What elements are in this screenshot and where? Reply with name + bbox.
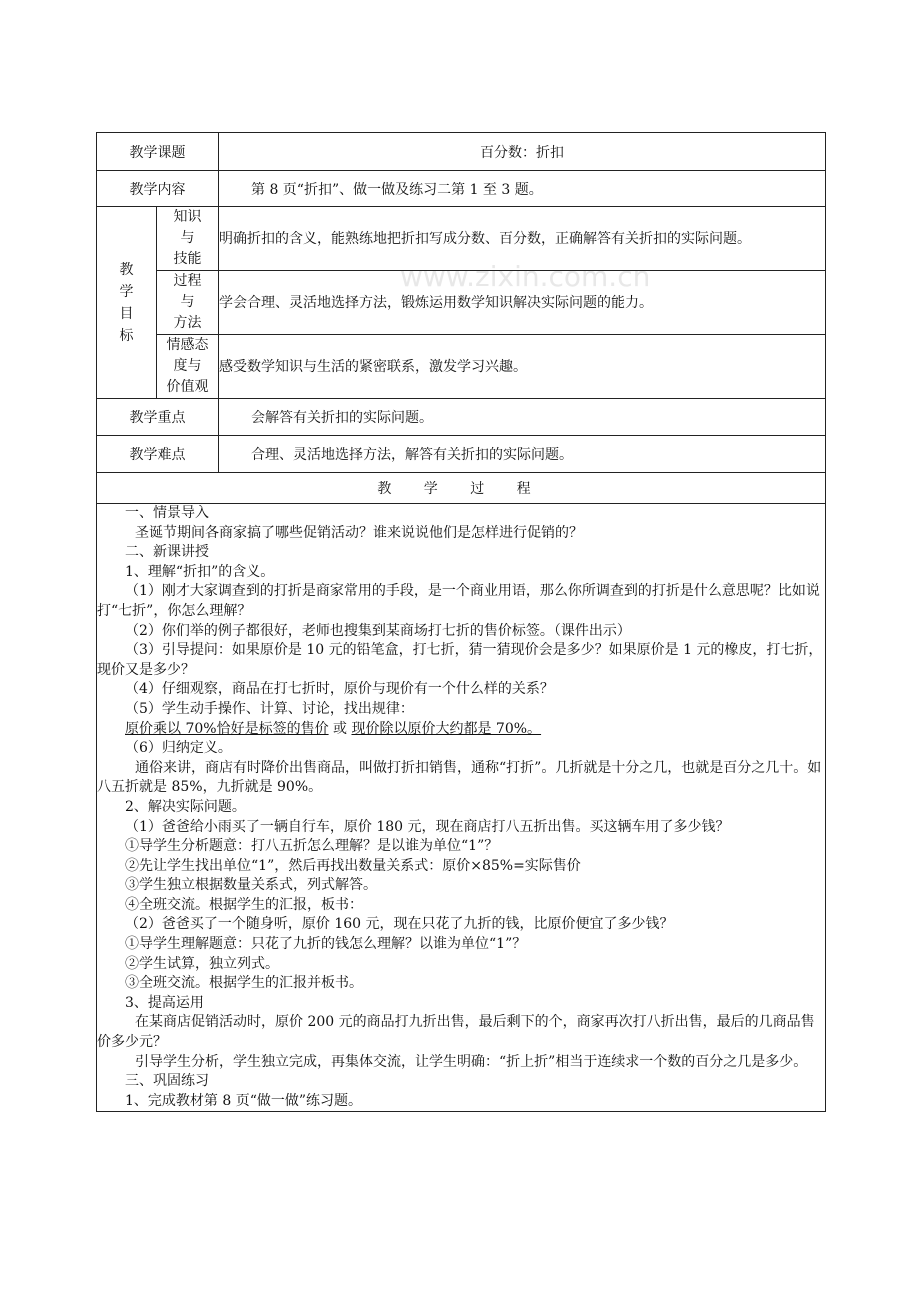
content-value xyxy=(219,171,826,207)
goals-label xyxy=(97,207,157,399)
goal-sub-line: 价值观 xyxy=(166,379,209,395)
content-label: 教学内容 xyxy=(97,171,219,207)
process-line: 三、巩固练习 xyxy=(125,1073,209,1090)
goal-row-knowledge xyxy=(97,207,826,271)
key-point-text: 会解答有关折扣的实际问题。 xyxy=(251,410,433,426)
process-line: （5）学生动手操作、计算、讨论，找出规律： xyxy=(125,700,414,717)
lesson-plan-table xyxy=(96,132,826,1112)
key-point-label: 教学重点 xyxy=(97,399,219,436)
process-line: （1）刚才大家调查到的打折是商家常用的手段，是一个商业用语，那么你所调查到的打折是什么意思呢？比如说打“七折”，你怎么理解？ xyxy=(97,583,820,619)
process-line: ②先让学生找出单位“1”，然后再找出数量关系式：原价×85%=实际售价 xyxy=(125,857,581,874)
process-line: （1）爸爸给小雨买了一辆自行车，原价 180 元，现在商店打八五折出售。买这辆车用了多少钱？ xyxy=(125,818,730,835)
goal-sub-line: 知识 xyxy=(173,209,202,225)
goal-sub-line: 度与 xyxy=(173,358,202,374)
process-line: （4）仔细观察，商品在打七折时，原价与现价有一个什么样的关系？ xyxy=(125,681,554,698)
goal-sub-line: 情感态 xyxy=(166,337,209,353)
process-line: ①导学生分析题意：打八五折怎么理解？是以谁为单位“1”？ xyxy=(125,838,499,855)
goal-sub-label xyxy=(157,335,219,399)
goal-text: 明确折扣的含义，能熟练地把折扣写成分数、百分数，正确解答有关折扣的实际问题。 xyxy=(219,207,826,271)
key-point-row xyxy=(97,399,826,436)
goals-label-char: 教 xyxy=(119,261,134,278)
process-line: 圣诞节期间各商家搞了哪些促销活动？谁来说说他们是怎样进行促销的？ xyxy=(135,524,583,541)
process-line: 引导学生分析，学生独立完成，再集体交流，让学生明确：“折上折”相当于连续求一个数的百分之几是多少。 xyxy=(135,1053,808,1070)
process-line: 3、提高运用 xyxy=(125,994,204,1011)
difficulty-row xyxy=(97,436,826,473)
goal-sub-line: 技能 xyxy=(173,251,202,267)
process-heading-row xyxy=(97,473,826,504)
goal-sub-label xyxy=(157,207,219,271)
process-line: ③学生独立根据数量关系式，列式解答。 xyxy=(125,877,377,894)
goal-row-attitude xyxy=(97,335,826,399)
key-point-value xyxy=(219,399,826,436)
rule-text-a: 原价乘以 70%恰好是标签的售价 xyxy=(125,720,329,737)
process-line: 1、完成教材第 8 页“做一做”练习题。 xyxy=(125,1092,363,1109)
watermark: www.zixin.com.cn xyxy=(400,260,651,293)
process-line: 二、新课讲授 xyxy=(125,544,209,561)
process-line: 一、情景导入 xyxy=(125,505,209,521)
process-line: 1、理解“折扣”的含义。 xyxy=(125,563,275,580)
goal-sub-line: 方法 xyxy=(173,315,202,331)
process-line: （2）你们举的例子都很好，老师也搜集到某商场打七折的售价标签。（课件出示） xyxy=(125,622,631,639)
difficulty-text: 合理、灵活地选择方法，解答有关折扣的实际问题。 xyxy=(251,447,573,463)
goal-sub-line: 与 xyxy=(180,230,195,246)
rule-text-b: 现价除以原价大约都是 70%。 xyxy=(351,720,542,737)
topic-value: 百分数：折扣 xyxy=(219,133,826,171)
rule-or: 或 xyxy=(328,720,352,737)
goal-text: 学会合理、灵活地选择方法，锻炼运用数学知识解决实际问题的能力。 xyxy=(219,271,826,335)
process-line: ④全班交流。根据学生的汇报，板书： xyxy=(125,896,363,913)
process-line: ②学生试算，独立列式。 xyxy=(125,955,279,972)
process-line xyxy=(97,720,825,740)
goal-sub-line: 与 xyxy=(180,294,195,310)
process-lines xyxy=(97,504,825,1111)
process-line: （2）爸爸买了一个随身听，原价 160 元，现在只花了九折的钱，比原价便宜了多少钱？ xyxy=(125,916,674,933)
process-line: 通俗来讲，商店有时降价出售商品，叫做打折扣销售，通称“打折”。几折就是十分之几，也就是百分之几十。如八五折就是 85%，九折就是 90%。 xyxy=(97,759,822,796)
goal-sub-label xyxy=(157,271,219,335)
process-line: 在某商店促销活动时，原价 200 元的商品打九折出售，最后剩下的个，商家再次打八折出售，最后的几商品售价多少元？ xyxy=(97,1014,815,1051)
process-line: （6）归纳定义。 xyxy=(125,740,232,757)
process-body xyxy=(97,504,826,1112)
content-value-text: 第 8 页“折扣”、做一做及练习二第 1 至 3 题。 xyxy=(251,181,543,198)
goals-label-char: 学 xyxy=(119,283,134,300)
process-line: 2、解决实际问题。 xyxy=(125,798,246,815)
topic-label: 教学课题 xyxy=(97,133,219,171)
topic-row xyxy=(97,133,826,171)
content-row xyxy=(97,171,826,207)
process-heading: 教 学 过 程 xyxy=(97,473,826,504)
process-line: ①导学生理解题意：只花了九折的钱怎么理解？以谁为单位“1”？ xyxy=(125,936,527,953)
goal-text: 感受数学知识与生活的紧密联系，激发学习兴趣。 xyxy=(219,335,826,399)
goal-sub-line: 过程 xyxy=(173,273,202,289)
goals-label-char: 标 xyxy=(119,327,134,344)
process-body-row xyxy=(97,504,826,1112)
goals-label-char: 目 xyxy=(119,305,134,322)
process-line: ③全班交流。根据学生的汇报并板书。 xyxy=(125,975,363,992)
difficulty-label: 教学难点 xyxy=(97,436,219,473)
difficulty-value xyxy=(219,436,826,473)
goal-row-process xyxy=(97,271,826,335)
process-line: （3）引导提问：如果原价是 10 元的铅笔盒，打七折，猜一猜现价会是多少？如果原价是 1 元的橡皮，打七折，现价又是多少？ xyxy=(97,642,823,678)
